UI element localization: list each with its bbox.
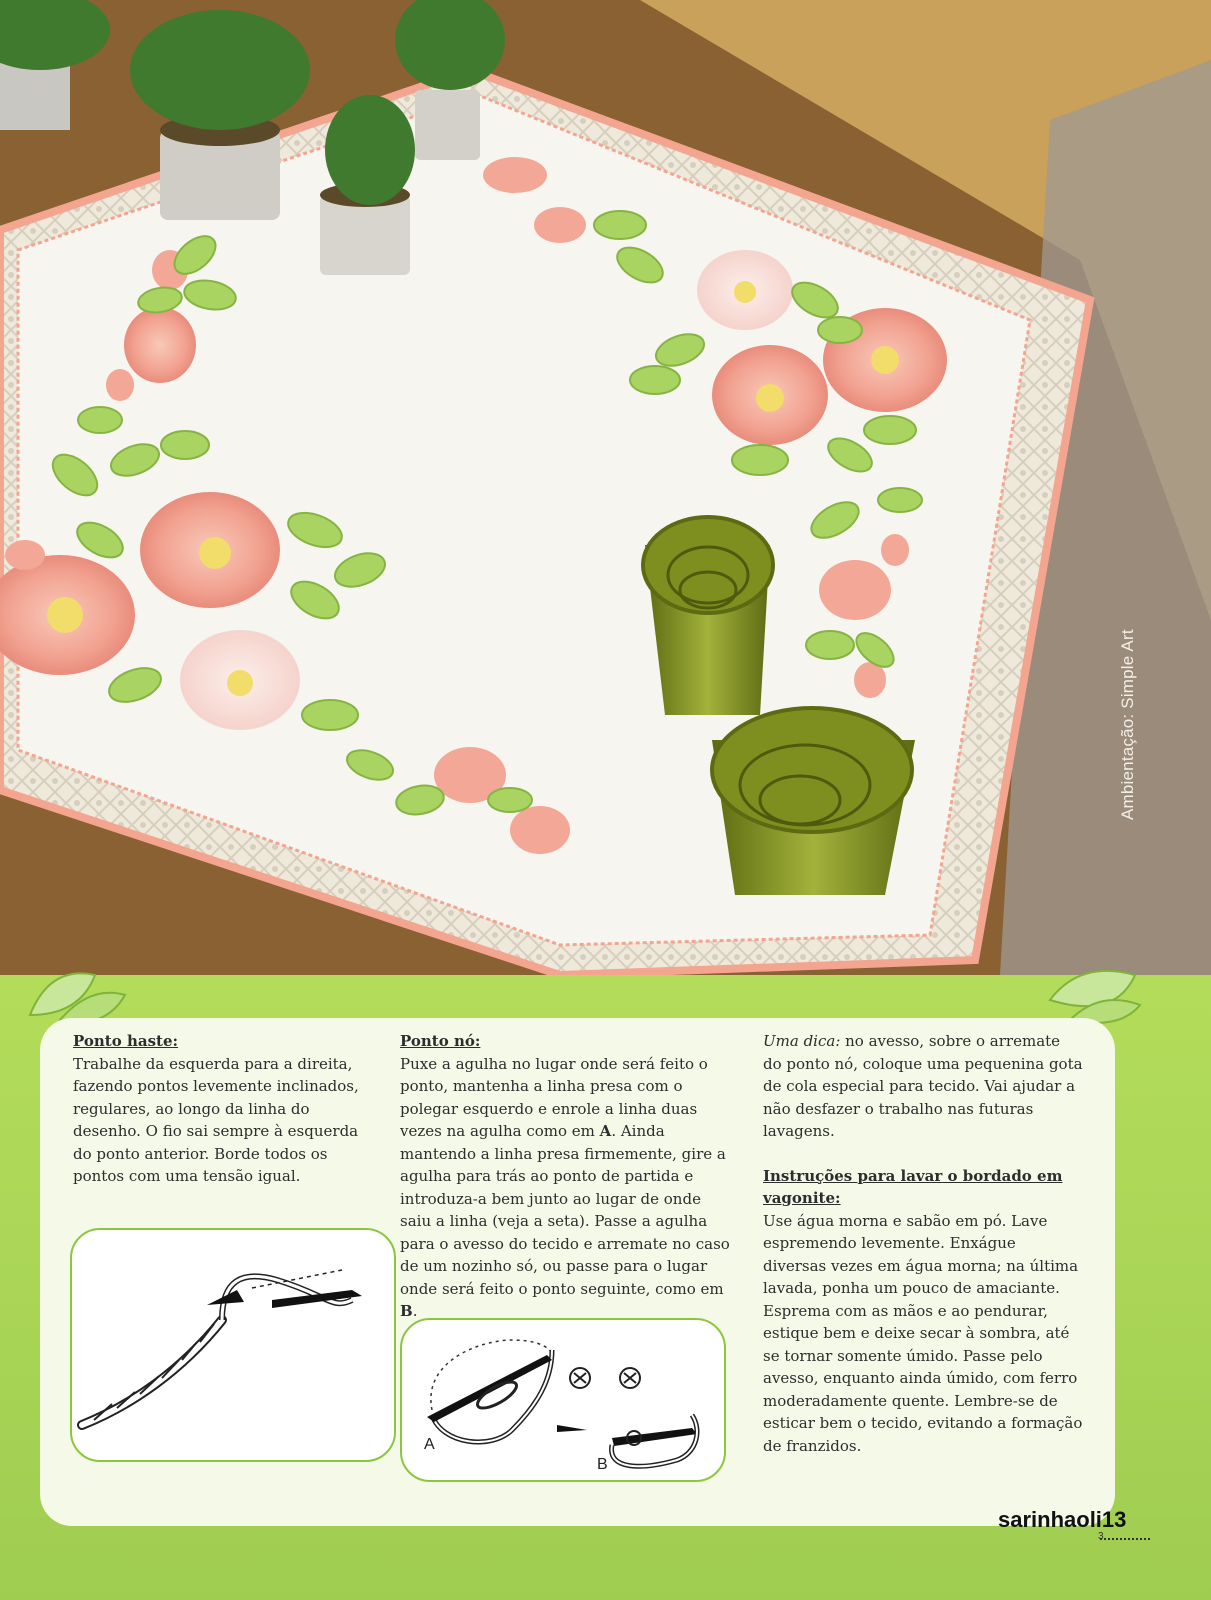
washing-heading: Instruções para lavar o bordado em vagonite: [763,1166,1063,1207]
knot-stitch-diagram [400,1318,726,1482]
diagram-label-a: A [424,1436,435,1453]
tip-paragraph [763,1030,1083,1143]
tip-lead: Uma dica: [763,1032,841,1050]
diagram-label-b: B [597,1456,608,1473]
tip-and-washing-section [763,1030,1083,1457]
knot-mark-a: A [599,1122,612,1140]
knot-mark-b: B [400,1302,413,1320]
knot-body-part-3: . [412,1302,418,1320]
knot-stitch-illustration [402,1320,724,1480]
page-dots [1100,1538,1150,1540]
stem-stitch-diagram [70,1228,396,1462]
stem-stitch-heading: Ponto haste: [73,1032,179,1050]
tip-body: no avesso, sobre o arremate do ponto nó, coloque uma pequenina gota de cola especial para tecido. Vai ajudar a não desfazer o trabalho nas futuras lavagens. [763,1032,1083,1140]
page-number: 3 [1098,1531,1104,1542]
stem-stitch-body: Trabalhe da esquerda para a direita, fazendo pontos levemente inclinados, regulares, ao longo da linha do desenho. O fio sai sempre à esquerda do ponto anterior. Borde todos os pontos com uma tensão igual. [73,1054,359,1185]
knot-stitch-heading: Ponto nó: [400,1032,481,1050]
stem-stitch-illustration [72,1230,394,1460]
knot-body-part-2: . Ainda mantendo a linha presa firmemente, gire a agulha para trás ao ponto de partida e introduza-a bem junto ao lugar de onde saiu a linha (veja a seta). Passe a agulha para o avesso do tecido e arremate no caso de um nozinho só, ou passe para o lugar onde será feito o ponto seguinte, como em [400,1122,730,1298]
photo-credit: Ambientação: Simple Art [1118,629,1137,820]
washing-body: Use água morna e sabão em pó. Lave espremendo levemente. Enxágue diversas vezes em água morna; na última lavada, ponha um pouco de amaciante. Esprema com as mãos e ao pendurar, estique bem e deixe secar à sombra, até se tornar somente úmido. Passe pelo avesso, enquanto ainda úmido, com ferro moderadamente quente. Lembre-se de esticar bem o tecido, evitando a formação de franzidos. [763,1211,1083,1455]
knot-stitch-body [400,1053,735,1323]
knot-stitch-section [400,1030,735,1323]
stem-stitch-section [73,1030,363,1188]
knot-body-part-1: Puxe a agulha no lugar onde será feito o ponto, mantenha a linha presa com o polegar esquerdo e enrole a linha duas vezes na agulha como em [400,1054,708,1140]
watermark: sarinhaoli13 [998,1507,1127,1532]
